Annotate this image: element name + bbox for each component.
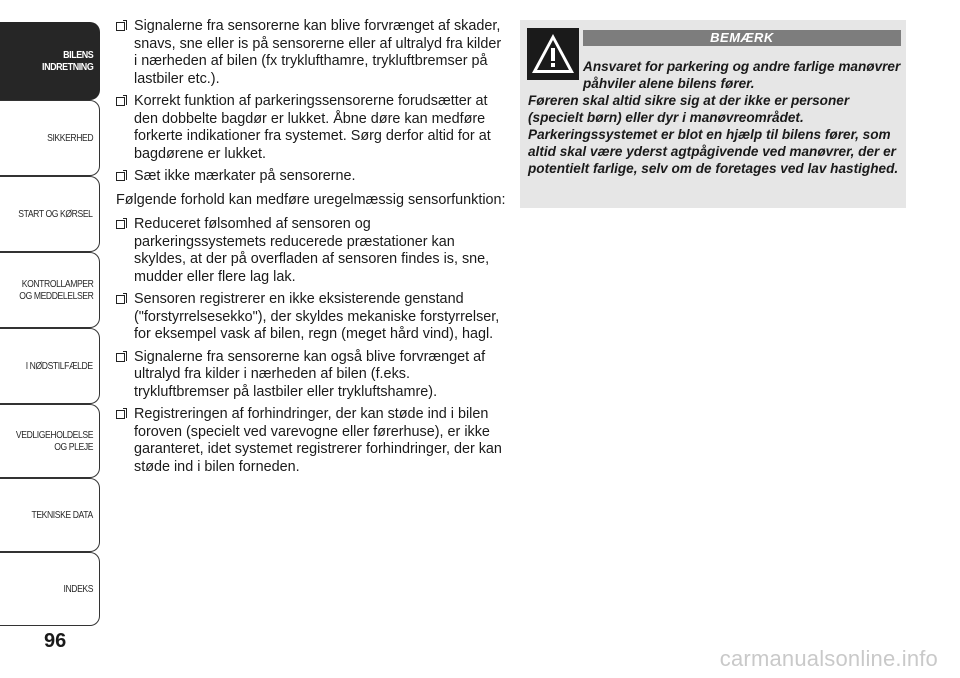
list-item [116,216,506,286]
watermark: carmanualsonline.info [719,646,938,671]
note-heading: BEMÆRK [583,30,901,46]
list-item [116,168,506,186]
list-item [116,93,506,163]
tab-label: VEDLIGEHOLDELSE OG PLEJE [15,429,93,453]
checkbox-bullet-icon [116,172,125,181]
checkbox-bullet-icon [116,97,125,106]
page-number: 96 [44,630,67,652]
checkbox-bullet-icon [116,353,125,362]
note-text [528,58,902,177]
checkbox-bullet-icon [116,22,125,31]
list-item [116,18,506,88]
tab-tekniske-data[interactable] [0,478,100,552]
list-item-text: Sæt ikke mærkater på sensorerne. [134,168,356,184]
tab-label: KONTROLLAMPER OG MEDDELELSER [18,278,93,302]
checkbox-bullet-icon [116,220,125,229]
tab-i-nodstilfaelde[interactable] [0,328,100,404]
tab-start-og-korsel[interactable] [0,176,100,252]
note-body: Føreren skal altid sikre sig at der ikke er personer (specielt børn) eller dyr i manøvreområdet. Parkeringssystemet er blot en hjælp til bilens fører, som altid skal være yderst agtpågivende ved manøvrer, der er potentielt farlige, selv om de foretages ved lav hastighed. [528,93,899,176]
chapter-tabs [0,22,100,616]
list-item-text: Sensoren registrerer en ikke eksisterende genstand ("forstyrrelsesekko"), der skyldes mekaniske forstyrrelser, for eksempel vask af bilen, regn (meget hård vind), hagl. [134,291,500,342]
tab-label: INDEKS [63,583,93,595]
tab-indeks[interactable] [0,552,100,626]
tab-label: I NØDSTILFÆLDE [26,360,93,372]
tab-sikkerhed[interactable] [0,100,100,176]
tab-label: SIKKERHED [46,132,93,144]
tab-label: START OG KØRSEL [18,208,93,220]
tab-label: TEKNISKE DATA [31,509,93,521]
tab-vedligeholdelse[interactable] [0,404,100,478]
list-item-text: Signalerne fra sensorerne kan blive forvrænget af skader, snavs, sne eller is på sensorerne eller af ultralyd fra kilder i nærheden af bilen (fx tryklufthamre, trykluftbremser på lastbiler etc.). [134,18,502,87]
list-item [116,349,506,402]
checkbox-bullet-icon [116,295,125,304]
list-item-text: Registreringen af forhindringer, der kan støde ind i bilen foroven (specielt ved varevogne eller førerhuse), er ikke garanteret, idet systemet registrerer forhindringer, der kan støde ind i bilen forneden. [134,406,502,475]
list-item [116,406,506,476]
list-item-text: Korrekt funktion af parkeringssensorerne forudsætter at den dobbelte bagdør er lukket. Åbne døre kan medføre forkerte indikationer fra systemet. Sørg derfor altid for at bagdørene er lukket. [134,93,491,162]
tab-kontrollamper[interactable] [0,252,100,328]
checkbox-bullet-icon [116,410,125,419]
list-item [116,291,506,344]
intro-paragraph: Følgende forhold kan medføre uregelmæssig sensorfunktion: [116,191,506,208]
note-box [520,20,906,208]
list-item-text: Reduceret følsomhed af sensoren og parkeringssystemets reducerede præstationer kan skyldes, at der på overfladen af sensoren findes is, sne, mudder eller flere lag lak. [134,216,490,285]
tab-label: BILENS INDRETNING [41,49,93,73]
note-lead: Ansvaret for parkering og andre farlige manøvrer påhviler alene bilens fører. [583,59,901,91]
main-text-column [116,18,506,481]
list-item-text: Signalerne fra sensorerne kan også blive forvrænget af ultralyd fra kilder i nærheden af bilen (f.eks. trykluftbremser på lastbiler eller trykluftshamre). [134,348,486,400]
tab-bilens-indretning[interactable] [0,22,100,100]
